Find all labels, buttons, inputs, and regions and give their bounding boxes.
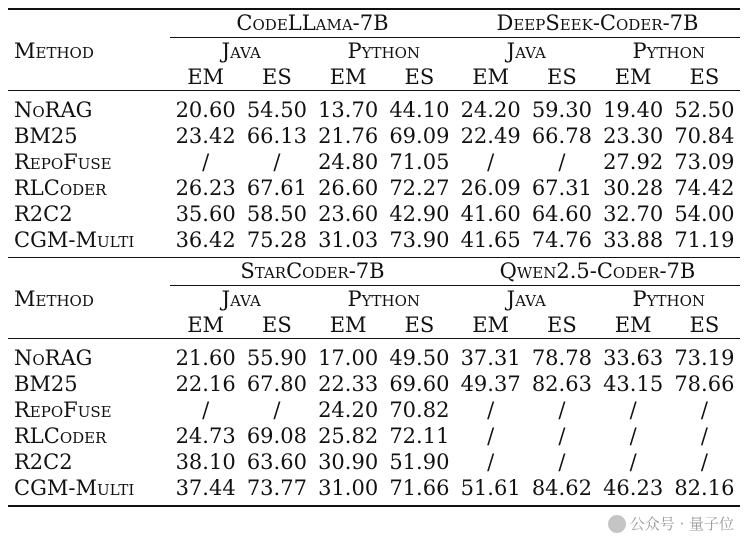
score-cell: 69.09 bbox=[389, 124, 450, 148]
language-header: Python bbox=[632, 287, 706, 311]
score-cell: / bbox=[202, 398, 210, 422]
score-cell: / bbox=[273, 150, 281, 174]
score-cell: 22.33 bbox=[318, 372, 379, 396]
model-header-row bbox=[8, 258, 740, 286]
score-cell: 75.28 bbox=[246, 228, 307, 252]
table-row bbox=[8, 227, 740, 253]
metric-header-row bbox=[8, 312, 740, 339]
metric-header: EM bbox=[329, 313, 367, 337]
score-cell: 30.28 bbox=[603, 176, 664, 200]
score-cell: / bbox=[700, 450, 708, 474]
metric-header: EM bbox=[472, 65, 510, 89]
score-cell: 36.42 bbox=[175, 228, 236, 252]
score-cell: 21.60 bbox=[175, 346, 236, 370]
score-cell: / bbox=[558, 150, 566, 174]
score-cell: 31.03 bbox=[318, 228, 379, 252]
score-cell: 26.09 bbox=[460, 176, 521, 200]
score-cell: 24.20 bbox=[460, 98, 521, 122]
wechat-icon bbox=[608, 515, 626, 533]
score-cell: 51.90 bbox=[389, 450, 450, 474]
score-cell: 24.73 bbox=[175, 424, 236, 448]
score-cell: 42.90 bbox=[389, 202, 450, 226]
bottom-rule bbox=[8, 505, 740, 507]
score-cell: 67.80 bbox=[246, 372, 307, 396]
method-name: R2C2 bbox=[14, 202, 73, 226]
language-header: Python bbox=[632, 39, 706, 63]
model-header: DeepSeek-Coder-7B bbox=[455, 10, 740, 38]
score-cell: / bbox=[700, 424, 708, 448]
score-cell: 54.50 bbox=[246, 98, 307, 122]
method-header: Method bbox=[14, 286, 94, 311]
table-row bbox=[8, 449, 740, 475]
score-cell: 17.00 bbox=[318, 346, 379, 370]
table-row bbox=[8, 345, 740, 371]
metric-header: ES bbox=[547, 65, 577, 89]
score-cell: 49.37 bbox=[460, 372, 521, 396]
method-name: RLCoder bbox=[14, 424, 107, 448]
score-cell: 72.27 bbox=[389, 176, 450, 200]
score-cell: / bbox=[558, 450, 566, 474]
score-cell: / bbox=[629, 424, 637, 448]
score-cell: 54.00 bbox=[674, 202, 735, 226]
method-name: RepoFuse bbox=[14, 150, 112, 174]
score-cell: 38.10 bbox=[175, 450, 236, 474]
score-cell: / bbox=[487, 424, 495, 448]
method-name: CGM-Multi bbox=[14, 476, 135, 500]
table-row bbox=[8, 423, 740, 449]
score-cell: 23.30 bbox=[603, 124, 664, 148]
score-cell: 66.13 bbox=[246, 124, 307, 148]
empty-cell bbox=[8, 258, 170, 286]
score-cell: 71.66 bbox=[389, 476, 450, 500]
score-cell: 82.63 bbox=[531, 372, 592, 396]
metric-header: ES bbox=[404, 65, 435, 89]
method-name: RLCoder bbox=[14, 176, 107, 200]
score-cell: / bbox=[202, 150, 210, 174]
score-cell: 74.42 bbox=[674, 176, 735, 200]
score-cell: / bbox=[487, 450, 495, 474]
method-name: NoRAG bbox=[14, 346, 93, 370]
score-cell: 71.19 bbox=[674, 228, 735, 252]
score-cell: / bbox=[273, 398, 281, 422]
model-header: CodeLLama-7B bbox=[170, 10, 455, 38]
method-name: RepoFuse bbox=[14, 398, 112, 422]
metric-header-row bbox=[8, 64, 740, 91]
metric-header: EM bbox=[614, 65, 652, 89]
score-cell: 23.60 bbox=[318, 202, 379, 226]
score-cell: 67.31 bbox=[531, 176, 592, 200]
metric-header: ES bbox=[262, 313, 292, 337]
model-header: Qwen2.5-Coder-7B bbox=[455, 258, 740, 286]
score-cell: 24.80 bbox=[318, 150, 379, 174]
score-cell: 55.90 bbox=[246, 346, 307, 370]
score-cell: 35.60 bbox=[175, 202, 236, 226]
score-cell: 63.60 bbox=[246, 450, 307, 474]
score-cell: 82.16 bbox=[674, 476, 735, 500]
score-cell: 19.40 bbox=[603, 98, 664, 122]
method-name: CGM-Multi bbox=[14, 228, 135, 252]
method-name: R2C2 bbox=[14, 450, 73, 474]
score-cell: 52.50 bbox=[674, 98, 735, 122]
metric-header: ES bbox=[547, 313, 577, 337]
score-cell: 44.10 bbox=[389, 98, 450, 122]
score-cell: 30.90 bbox=[318, 450, 379, 474]
metric-header: ES bbox=[262, 65, 292, 89]
method-name: BM25 bbox=[14, 124, 78, 148]
metric-header: EM bbox=[329, 65, 367, 89]
score-cell: 33.63 bbox=[603, 346, 664, 370]
score-cell: 33.88 bbox=[603, 228, 664, 252]
score-cell: / bbox=[629, 450, 637, 474]
score-cell: 69.08 bbox=[246, 424, 307, 448]
table-row bbox=[8, 201, 740, 227]
score-cell: 22.16 bbox=[175, 372, 236, 396]
score-cell: 78.66 bbox=[674, 372, 735, 396]
score-cell: 84.62 bbox=[531, 476, 592, 500]
score-cell: 73.77 bbox=[246, 476, 307, 500]
score-cell: 69.60 bbox=[389, 372, 450, 396]
score-cell: / bbox=[487, 150, 495, 174]
score-cell: 37.31 bbox=[460, 346, 521, 370]
score-cell: 73.09 bbox=[674, 150, 735, 174]
model-header-row bbox=[8, 10, 740, 38]
metric-header: ES bbox=[689, 313, 720, 337]
watermark-text: 公众号 · 量子位 bbox=[629, 515, 734, 533]
metric-header: EM bbox=[614, 313, 652, 337]
results-table bbox=[8, 10, 740, 505]
score-cell: 21.76 bbox=[318, 124, 379, 148]
score-cell: 26.60 bbox=[318, 176, 379, 200]
score-cell: 27.92 bbox=[603, 150, 664, 174]
score-cell: / bbox=[558, 398, 566, 422]
results-table-container bbox=[8, 8, 740, 507]
method-name: BM25 bbox=[14, 372, 78, 396]
metric-header: EM bbox=[187, 313, 225, 337]
score-cell: 66.78 bbox=[531, 124, 592, 148]
language-header: Python bbox=[347, 39, 421, 63]
table-row bbox=[8, 149, 740, 175]
language-header-row bbox=[8, 38, 740, 65]
score-cell: 24.20 bbox=[318, 398, 379, 422]
table-row bbox=[8, 397, 740, 423]
score-cell: / bbox=[487, 398, 495, 422]
score-cell: 73.90 bbox=[389, 228, 450, 252]
score-cell: 13.70 bbox=[318, 98, 379, 122]
score-cell: 58.50 bbox=[246, 202, 307, 226]
metric-header: ES bbox=[689, 65, 720, 89]
table-row bbox=[8, 371, 740, 397]
model-header: StarCoder-7B bbox=[170, 258, 455, 286]
table-row bbox=[8, 475, 740, 501]
language-header: Python bbox=[347, 287, 421, 311]
score-cell: 78.78 bbox=[531, 346, 592, 370]
empty-cell bbox=[8, 10, 170, 38]
metric-header: ES bbox=[404, 313, 435, 337]
language-header: Java bbox=[506, 39, 546, 63]
score-cell: 51.61 bbox=[460, 476, 521, 500]
score-cell: 23.42 bbox=[175, 124, 236, 148]
score-cell: 59.30 bbox=[531, 98, 592, 122]
method-name: NoRAG bbox=[14, 98, 93, 122]
score-cell: 25.82 bbox=[318, 424, 379, 448]
table-row bbox=[8, 97, 740, 123]
watermark bbox=[608, 513, 734, 534]
score-cell: 67.61 bbox=[246, 176, 307, 200]
score-cell: 37.44 bbox=[175, 476, 236, 500]
score-cell: 26.23 bbox=[175, 176, 236, 200]
score-cell: / bbox=[700, 398, 708, 422]
score-cell: 70.82 bbox=[389, 398, 450, 422]
language-header-row bbox=[8, 286, 740, 313]
score-cell: 64.60 bbox=[531, 202, 592, 226]
table-row bbox=[8, 175, 740, 201]
score-cell: 31.00 bbox=[318, 476, 379, 500]
score-cell: 43.15 bbox=[603, 372, 664, 396]
table-row bbox=[8, 123, 740, 149]
score-cell: 74.76 bbox=[531, 228, 592, 252]
score-cell: 73.19 bbox=[674, 346, 735, 370]
score-cell: / bbox=[558, 424, 566, 448]
language-header: Java bbox=[221, 39, 261, 63]
empty-cell bbox=[8, 312, 170, 339]
metric-header: EM bbox=[187, 65, 225, 89]
score-cell: 72.11 bbox=[389, 424, 450, 448]
score-cell: 49.50 bbox=[389, 346, 450, 370]
score-cell: 32.70 bbox=[603, 202, 664, 226]
language-header: Java bbox=[221, 287, 261, 311]
metric-header: EM bbox=[472, 313, 510, 337]
score-cell: 41.60 bbox=[460, 202, 521, 226]
score-cell: / bbox=[629, 398, 637, 422]
score-cell: 70.84 bbox=[674, 124, 735, 148]
score-cell: 46.23 bbox=[603, 476, 664, 500]
score-cell: 71.05 bbox=[389, 150, 450, 174]
score-cell: 22.49 bbox=[460, 124, 521, 148]
score-cell: 20.60 bbox=[175, 98, 236, 122]
empty-cell bbox=[8, 64, 170, 91]
method-header: Method bbox=[14, 38, 94, 63]
language-header: Java bbox=[506, 287, 546, 311]
score-cell: 41.65 bbox=[460, 228, 521, 252]
